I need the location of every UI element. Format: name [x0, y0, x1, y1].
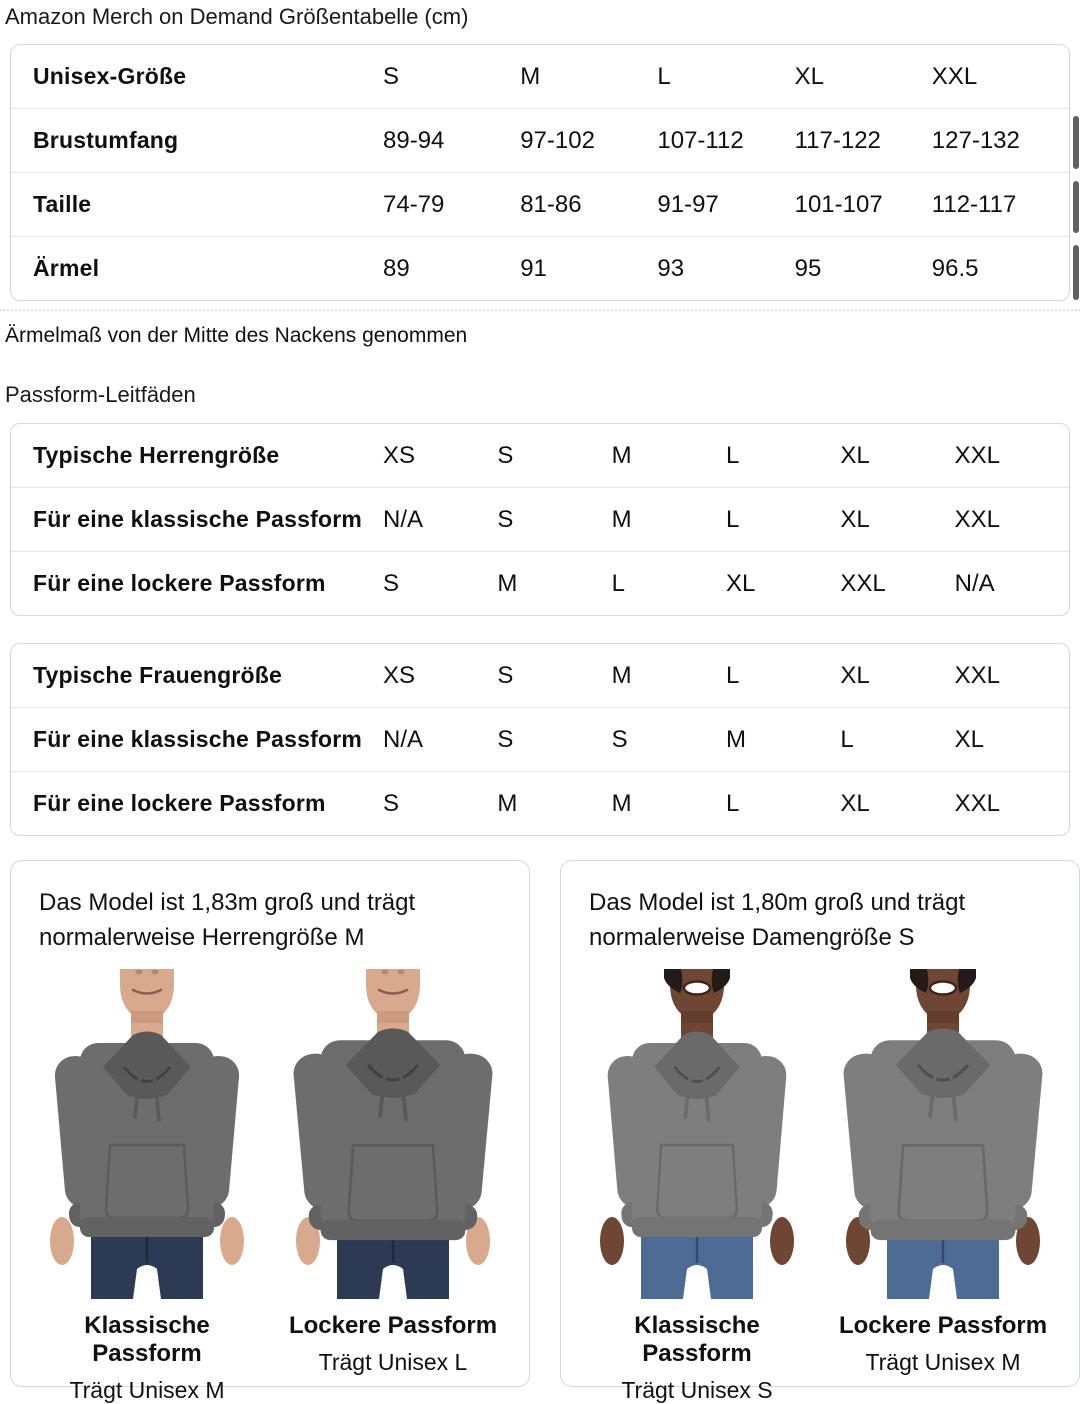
- size-caption: Trägt Unisex M: [69, 1377, 225, 1403]
- size-cell: 97-102: [520, 126, 595, 154]
- size-cell: S: [383, 569, 400, 597]
- size-cell: XXL: [954, 505, 1001, 533]
- size-cell: M: [611, 789, 632, 817]
- size-cell: M: [611, 661, 632, 689]
- row-label: Typische Herrengröße: [33, 442, 280, 468]
- size-cell: 107-112: [657, 126, 744, 154]
- size-cell: 93: [657, 254, 685, 282]
- size-cell: L: [657, 62, 671, 90]
- fit-caption: Lockere Passform: [838, 1312, 1048, 1339]
- size-caption: Trägt Unisex L: [318, 1349, 468, 1375]
- size-cell: XXL: [954, 441, 1001, 469]
- size-cell: XL: [840, 661, 870, 689]
- model-photo-column: [273, 969, 513, 1404]
- model-photo: [577, 969, 817, 1299]
- male-model-description: Das Model ist 1,83m groß und trägt normalerweise Herrengröße M: [39, 889, 416, 951]
- fit-caption: Lockere Passform: [288, 1312, 498, 1339]
- left-hand-graphic: [600, 1217, 624, 1265]
- table-row: [11, 487, 1069, 551]
- hoodie-graphic: [292, 1028, 494, 1240]
- size-cell: XXL: [954, 789, 1001, 817]
- size-cell: L: [726, 441, 740, 469]
- row-label: Typische Frauengröße: [33, 662, 282, 688]
- size-cell: L: [840, 725, 854, 753]
- table-row: [11, 108, 1069, 172]
- size-cell: 117-122: [794, 126, 881, 154]
- left-hand-graphic: [50, 1217, 74, 1265]
- size-cell: M: [611, 441, 632, 469]
- size-cell: XL: [954, 725, 985, 753]
- scrollbar-thumb-segment[interactable]: [1073, 245, 1079, 300]
- model-photo-column: [823, 969, 1063, 1404]
- table-row: [11, 172, 1069, 236]
- size-cell: 89-94: [383, 126, 445, 154]
- female-model-description: Das Model ist 1,80m groß und trägt normalerweise Damengröße S: [589, 889, 966, 951]
- size-cell: XXL: [931, 62, 978, 90]
- size-cell: 91-97: [657, 190, 719, 218]
- right-hand-graphic: [770, 1217, 794, 1265]
- row-label: Für eine lockere Passform: [33, 790, 326, 816]
- size-cell: L: [726, 789, 740, 817]
- size-cell: XS: [383, 441, 416, 469]
- size-cell: S: [383, 62, 400, 90]
- male-model-card: [10, 860, 530, 1403]
- womens-fit-table: [10, 643, 1070, 836]
- female-model-photos: [577, 969, 1063, 1404]
- table-row: [11, 771, 1069, 835]
- hoodie-graphic: [606, 1032, 788, 1238]
- model-cards: [10, 860, 1070, 1403]
- size-cell: S: [497, 725, 514, 753]
- row-label: Für eine klassische Passform: [33, 506, 363, 532]
- size-caption: Trägt Unisex M: [865, 1349, 1021, 1375]
- kangaroo-pocket-graphic: [899, 1145, 988, 1220]
- size-cell: 89: [383, 254, 410, 282]
- row-label: Für eine klassische Passform: [33, 726, 363, 752]
- scrollbar-thumb-segment[interactable]: [1073, 181, 1079, 233]
- size-cell: S: [611, 725, 628, 753]
- right-hand-graphic: [220, 1217, 244, 1265]
- size-cell: M: [497, 789, 518, 817]
- size-cell: N/A: [954, 569, 995, 597]
- scrollbar-thumb-segment[interactable]: [1073, 116, 1079, 169]
- size-cell: S: [497, 505, 514, 533]
- size-cell: M: [497, 569, 518, 597]
- model-photo-column: [577, 969, 817, 1404]
- row-label: Taille: [33, 191, 92, 217]
- size-caption: Trägt Unisex S: [621, 1377, 773, 1403]
- model-photo-column: [27, 969, 267, 1404]
- size-cell: XL: [726, 569, 756, 597]
- size-cell: XL: [840, 789, 870, 817]
- size-cell: M: [611, 505, 632, 533]
- female-model-card: [560, 860, 1080, 1403]
- fit-caption: Klassische Passform: [634, 1312, 760, 1367]
- row-label: Unisex-Größe: [33, 63, 187, 89]
- kangaroo-pocket-graphic: [106, 1145, 188, 1218]
- size-cell: 127-132: [931, 126, 1020, 154]
- size-cell: 112-117: [931, 190, 1017, 218]
- table-row: [11, 236, 1069, 300]
- size-cell: S: [383, 789, 400, 817]
- kangaroo-pocket-graphic: [349, 1145, 438, 1220]
- fit-guides-heading: Passform-Leitfäden: [5, 382, 196, 407]
- table-row: [11, 644, 1069, 707]
- size-cell: XXL: [840, 569, 886, 597]
- page-title: Amazon Merch on Demand Größentabelle (cm): [5, 4, 469, 29]
- size-cell: S: [497, 661, 514, 689]
- size-cell: 81-86: [520, 190, 582, 218]
- size-cell: N/A: [383, 505, 424, 533]
- size-cell: XL: [840, 441, 870, 469]
- size-cell: 101-107: [794, 190, 883, 218]
- row-label: Brustumfang: [33, 127, 179, 153]
- size-cell: N/A: [383, 725, 424, 753]
- size-cell: XL: [840, 505, 870, 533]
- size-cell: 91: [520, 254, 547, 282]
- male-model-photos: [27, 969, 513, 1404]
- fit-caption: Klassische Passform: [84, 1312, 210, 1367]
- size-cell: M: [726, 725, 746, 753]
- sleeve-measure-note: Ärmelmaß von der Mitte des Nackens genommen: [5, 324, 468, 347]
- row-label: Ärmel: [33, 255, 100, 281]
- hoodie-graphic: [842, 1028, 1044, 1240]
- row-label: Für eine lockere Passform: [33, 570, 326, 596]
- mens-fit-table: [10, 423, 1070, 616]
- size-cell: L: [726, 661, 740, 689]
- size-cell: XL: [794, 62, 824, 90]
- size-cell: 95: [794, 254, 822, 282]
- size-cell: XS: [383, 661, 416, 689]
- size-cell: 74-79: [383, 190, 445, 218]
- dotted-divider: [0, 309, 1080, 311]
- model-photo: [273, 969, 513, 1299]
- kangaroo-pocket-graphic: [657, 1145, 737, 1218]
- table-row: [11, 424, 1069, 487]
- table-row: [11, 45, 1069, 108]
- size-cell: S: [497, 441, 514, 469]
- table-row: [11, 707, 1069, 771]
- size-cell: L: [726, 505, 740, 533]
- table-row: [11, 551, 1069, 615]
- scrollbar[interactable]: [1073, 116, 1079, 300]
- size-cell: M: [520, 62, 541, 90]
- size-cell: 96.5: [931, 254, 979, 282]
- model-photo: [823, 969, 1063, 1299]
- hoodie-graphic: [53, 1032, 240, 1238]
- size-cell: XXL: [954, 661, 1001, 689]
- size-cell: L: [611, 569, 626, 597]
- unisex-size-table: [10, 44, 1070, 301]
- model-photo: [27, 969, 267, 1299]
